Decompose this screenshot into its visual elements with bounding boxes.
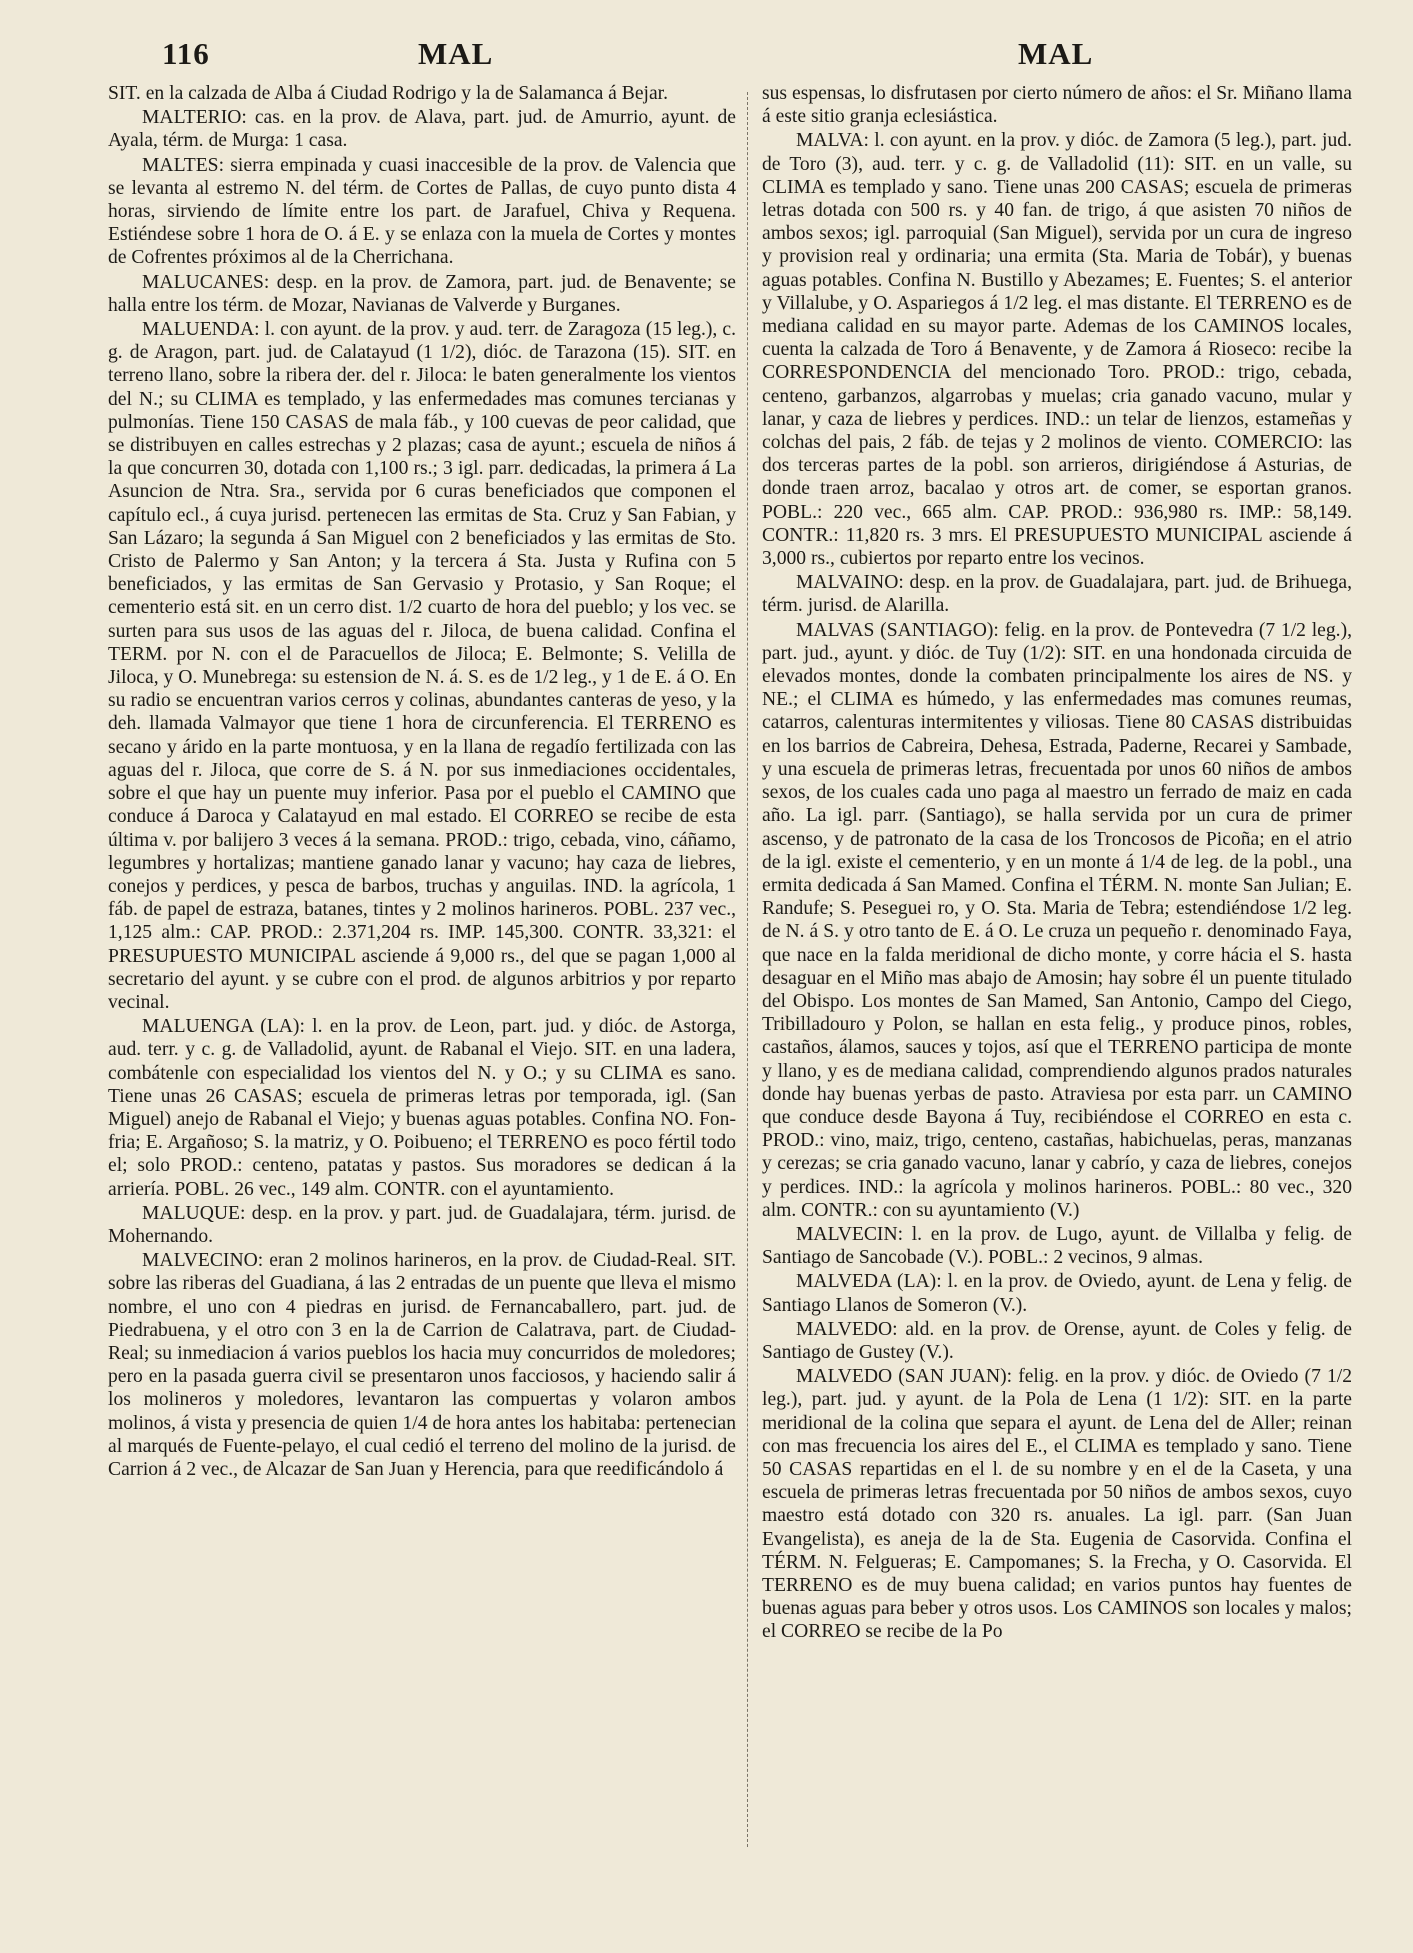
- entry-malvedo: MALVEDO: ald. en la prov. de Orense, ayunt. de Coles y felig. de Santiago de Gustey (V.).: [762, 1318, 1352, 1363]
- entry-continuation: SIT. en la calzada de Alba á Ciudad Rodrigo y la de Salamanca á Bejar.: [108, 83, 669, 104]
- entry-malterio: MALTERIO: cas. en la prov. de Alava, part. jud. de Amurrio, ayunt. de Ayala, térm. de Murga: 1 casa.: [108, 107, 736, 152]
- entry-malva: MALVA: l. con ayunt. en la prov. y dióc. de Zamora (5 leg.), part. jud. de Toro (3), aud. terr. y c. g. de Valladolid (11): SIT. en un valle, su CLIMA es templado y sano. Tiene unas 200 CASAS; escuela de primeras letras dotada con 500 rs. y 40 fan. de trigo, á que asisten 70 niños de ambos sexos; igl. parroquial (San Miguel), servida por un cura de ingreso y provision real y ordinaria; una ermita (Sta. Maria de Tobár), y buenas aguas potables. Confina N. Bustillo y Abezames; E. Fuentes; S. el anterior y Villalube, y O. Aspariegos á 1/2 leg. el mas distante. El TERRENO es de mediana calidad en su mayor parte. Ademas de los CAMINOS locales, cuenta la calzada de Toro á Benavente, y de Zamora á Rioseco: recibe la CORRESPONDENCIA del mencionado Toro. PROD.: trigo, cebada, centeno, garbanzos, algarrobas y muelas; cria ganado vacuno, mular y lanar, y caza de liebres y perdices. IND.: un telar de lienzos, estameñas y colchas del pais, 2 fáb. de tejas y 2 molinos de viento. COMERCIO: las dos terceras partes de la pobl. son arrieros, dirigiéndose á Asturias, de donde traen arroz, bacalao y otros art. de comer, se esportan granos. POBL.: 220 vec., 665 alm. CAP. PROD.: 936,980 rs. IMP.: 58,149. CONTR.: 11,820 rs. 3 mrs. El PRESUPUESTO MUNICIPAL asciende á 3,000 rs., cubiertos por reparto entre los vecinos.: [762, 130, 1352, 570]
- column-divider: [747, 92, 748, 1847]
- left-column: [108, 82, 736, 1482]
- page-number: 116: [162, 36, 210, 71]
- entry-malvedo-san-juan: MALVEDO (SAN JUAN): felig. en la prov. y dióc. de Oviedo (7 1/2 leg.), part. jud. y ayunt. de la Pola de Lena (1 1/2): SIT. en la parte meridional de la colina que separa el ayunt. de Lena del de Aller; reinan con mas frecuencia los aires del E., el CLIMA es templado y sano. Tiene 50 CASAS repartidas en el l. de su nombre y en el de la Caseta, y una escuela de primeras letras frecuentada por 50 niños de ambos sexos, cuyo maestro está dotado con 320 rs. anuales. La igl. parr. (San Juan Evangelista), es aneja de la de Sta. Eugenia de Casorvida. Confina el TÉRM. N. Felgueras; E. Campomanes; S. la Frecha, y O. Casorvida. El TERRENO es de muy buena calidad; en varios puntos hay fuentes de buenas aguas para beber y otros usos. Los CAMINOS son locales y malos; el CORREO se recibe de la Po: [762, 1366, 1352, 1643]
- entry-malvaino: MALVAINO: desp. en la prov. de Guadalajara, part. jud. de Brihuega, térm. jurisd. de Alarilla.: [762, 572, 1352, 617]
- right-column: [762, 82, 1352, 1645]
- entry-malucanes: MALUCANES: desp. en la prov. de Zamora, part. jud. de Benavente; se halla entre los térm. de Mozar, Navianas de Valverde y Burganes.: [108, 271, 736, 316]
- entry-malveda: MALVEDA (LA): l. en la prov. de Oviedo, ayunt. de Lena y felig. de Santiago Llanos de Someron (V.).: [762, 1271, 1352, 1316]
- entry-continuation-malvecino: sus espensas, lo disfrutasen por cierto número de años: el Sr. Miñano llama á este sitio granja eclesiástica.: [762, 83, 1352, 128]
- entry-malvecino: MALVECINO: eran 2 molinos harineros, en la prov. de Ciudad-Real. SIT. sobre las riberas del Guadiana, á las 2 entradas de un puente que lleva el mismo nombre, el uno con 4 piedras en jurisd. de Fernancaballero, part. jud. de Piedrabuena, y el otro con 3 en la de Carrion de Calatrava, part. de Ciudad-Real; su inmediacion á varios pueblos los hacia muy concurridos de moledores; pero en la pasada guerra civil se presentaron unos facciosos, y haciendo salir á los molineros y moledores, levantaron las compuertas y volaron ambos molinos, á vista y presencia de quien 1/4 de hora antes los habitaba: pertenecian al marqués de Fuente-pelayo, el cual cedió el terreno del molino de la jurisd. de Carrion á 2 vec., de Alcazar de San Juan y Herencia, para que reedificándolo á: [108, 1250, 736, 1480]
- left-running-head: MAL: [418, 36, 494, 71]
- entry-malvecin: MALVECIN: l. en la prov. de Lugo, ayunt. de Villalba y felig. de Santiago de Sancobade (V.). POBL.: 2 vecinos, 9 almas.: [762, 1223, 1352, 1269]
- entry-maluenga: MALUENGA (LA): l. en la prov. de Leon, part. jud. y dióc. de Astorga, aud. terr. y c. g. de Valladolid, ayunt. de Rabanal el Viejo. SIT. en una ladera, combátenle con especialidad los vientos del N. y O.; y su CLIMA es sano. Tiene unas 26 CASAS; escuela de primeras letras por temporada, igl. (San Miguel) anejo de Rabanal el Viejo; y buenas aguas potables. Confina NO. Fon-fria; E. Argañoso; S. la matriz, y O. Poibueno; el TERRENO es poco fértil todo el; solo PROD.: centeno, patatas y pastos. Sus moradores se dedican á la arriería. POBL. 26 vec., 149 alm. CONTR. con el ayuntamiento.: [108, 1016, 736, 1200]
- entry-maluque: MALUQUE: desp. en la prov. y part. jud. de Guadalajara, térm. jurisd. de Mohernando.: [108, 1202, 736, 1247]
- running-header: [0, 36, 1413, 86]
- right-running-head: MAL: [1018, 36, 1094, 71]
- entry-maluenda: MALUENDA: l. con ayunt. de la prov. y aud. terr. de Zaragoza (15 leg.), c. g. de Aragon, part. jud. de Calatayud (1 1/2), dióc. de Tarazona (15). SIT. en terreno llano, sobre la ribera der. del r. Jiloca: le baten generalmente los vientos del N.; su CLIMA es templado, y las enfermedades mas comunes tercianas y pulmonías. Tiene 150 CASAS de mala fáb., y 100 cuevas de peor calidad, que se distribuyen en calles estrechas y 2 plazas; casa de ayunt.; escuela de niños á la que concurren 30, dotada con 1,100 rs.; 3 igl. parr. dedicadas, la primera á La Asuncion de Ntra. Sra., servida por 6 curas beneficiados que componen el capítulo ecl., á cuya jurisd. pertenecen las ermitas de Sta. Cruz y San Fabian, y San Lázaro; la segunda á San Miguel con 2 beneficiados y las ermitas de Sto. Cristo de Palermo y San Anton; y la tercera á Sta. Justa y Rufina con 5 beneficiados, y las ermitas de San Gervasio y Protasio, y San Roque; el cementerio está sit. en un cerro dist. 1/2 cuarto de hora del pueblo; y los vec. se surten para sus usos de las aguas del r. Jiloca, de buena calidad. Confina el TERM. por N. con el de Paracuellos de Jiloca; E. Belmonte; S. Velilla de Jiloca, y O. Munebrega: su estension de N. á. S. es de 1/2 leg., y 1 de E. á O. En su radio se encuentran varios cerros y colinas, abundantes canteras de yeso, y la deh. llamada Valmayor que tiene 1 hora de circunferencia. El TERRENO es secano y árido en la parte montuosa, y en la llana de regadío fertilizada con las aguas del r. Jiloca, que corre de S. á N. por sus inmediaciones occidentales, sobre el que hay un puente muy inferior. Pasa por el pueblo el CAMINO que conduce á Daroca y Calatayud en mal estado. El CORREO se recibe de esta última v. por balijero 3 veces á la semana. PROD.: trigo, cebada, vino, cáñamo, legumbres y hortalizas; mantiene ganado lanar y vacuno; hay caza de liebres, conejos y perdices, y pesca de barbos, truchas y anguilas. IND. la agrícola, 1 fáb. de papel de estraza, batanes, tintes y 2 molinos harineros. POBL. 237 vec., 1,125 alm.: CAP. PROD.: 2.371,204 rs. IMP. 145,300. CONTR. 33,321: el PRESUPUESTO MUNICIPAL asciende á 9,000 rs., del que se pagan 1,000 al secretario del ayunt. y se cubre con el prod. de algunos arbitrios y por reparto vecinal.: [108, 319, 736, 1013]
- entry-malvas: MALVAS (SANTIAGO): felig. en la prov. de Pontevedra (7 1/2 leg.), part. jud., ayunt. y dióc. de Tuy (1/2): SIT. en una hondonada circuida de elevados montes, donde la combaten principalmente los aires de NS. y NE.; el CLIMA es húmedo, y las enfermedades mas comunes reumas, catarros, calenturas intermitentes y viliosas. Tiene 80 CASAS distribuidas en los barrios de Cabreira, Dehesa, Estrada, Paderne, Recarei y Sambade, y una escuela de primeras letras, frecuentada por unos 60 niños de ambos sexos, de los cuales cada uno paga al maestro un ferrado de maiz en cada año. La igl. parr. (Santiago), se halla servida por un cura de primer ascenso, y de patronato de la casa de los Troncosos de Picoña; en el atrio de la igl. existe el cementerio, y en un monte á 1/4 de leg. de la pobl., una ermita dedicada á San Mamed. Confina el TÉRM. N. monte San Julian; E. Randufe; S. Peseguei ro, y O. Sta. Maria de Tebra; estendiéndose 1/2 leg. de N. á S. y otro tanto de E. á O. Le cruza un pequeño r. denominado Faya, que nace en la falda meridional de dicho monte, y corre hácia el S. hasta desaguar en el Miño mas abajo de Amosin; hay sobre él un puente titulado del Obispo. Los montes de San Mamed, San Antonio, Campo del Ciego, Tribilladouro y Polon, se hallan en esta felig., y produce pinos, robles, castaños, álamos, sauces y tojos, así que el TERRENO participa de monte y llano, y es de mediana calidad, comprendiendo algunos prados naturales donde hay buenas yerbas de pasto. Atraviesa por esta parr. un CAMINO que conduce desde Bayona á Tuy, recibiéndose el CORREO en esta c. PROD.: vino, maiz, trigo, centeno, castañas, habichuelas, peras, manzanas y cerezas; se cria ganado vacuno, lanar y cabrío, y caza de liebres, conejos y perdices. IND.: la agrícola y molinos harineros. POBL.: 80 vec., 320 alm. CONTR.: con su ayuntamiento (V.): [762, 619, 1352, 1221]
- entry-maltes: MALTES: sierra empinada y cuasi inaccesible de la prov. de Valencia que se levanta al estremo N. del térm. de Cortes de Pallas, de cuyo punto dista 4 horas, sirviendo de límite entre los part. de Jarafuel, Chiva y Requena. Estiéndese sobre 1 hora de O. á E. y se enlaza con la muela de Cortes y montes de Cofrentes próximos al de la Cherrichana.: [108, 154, 736, 269]
